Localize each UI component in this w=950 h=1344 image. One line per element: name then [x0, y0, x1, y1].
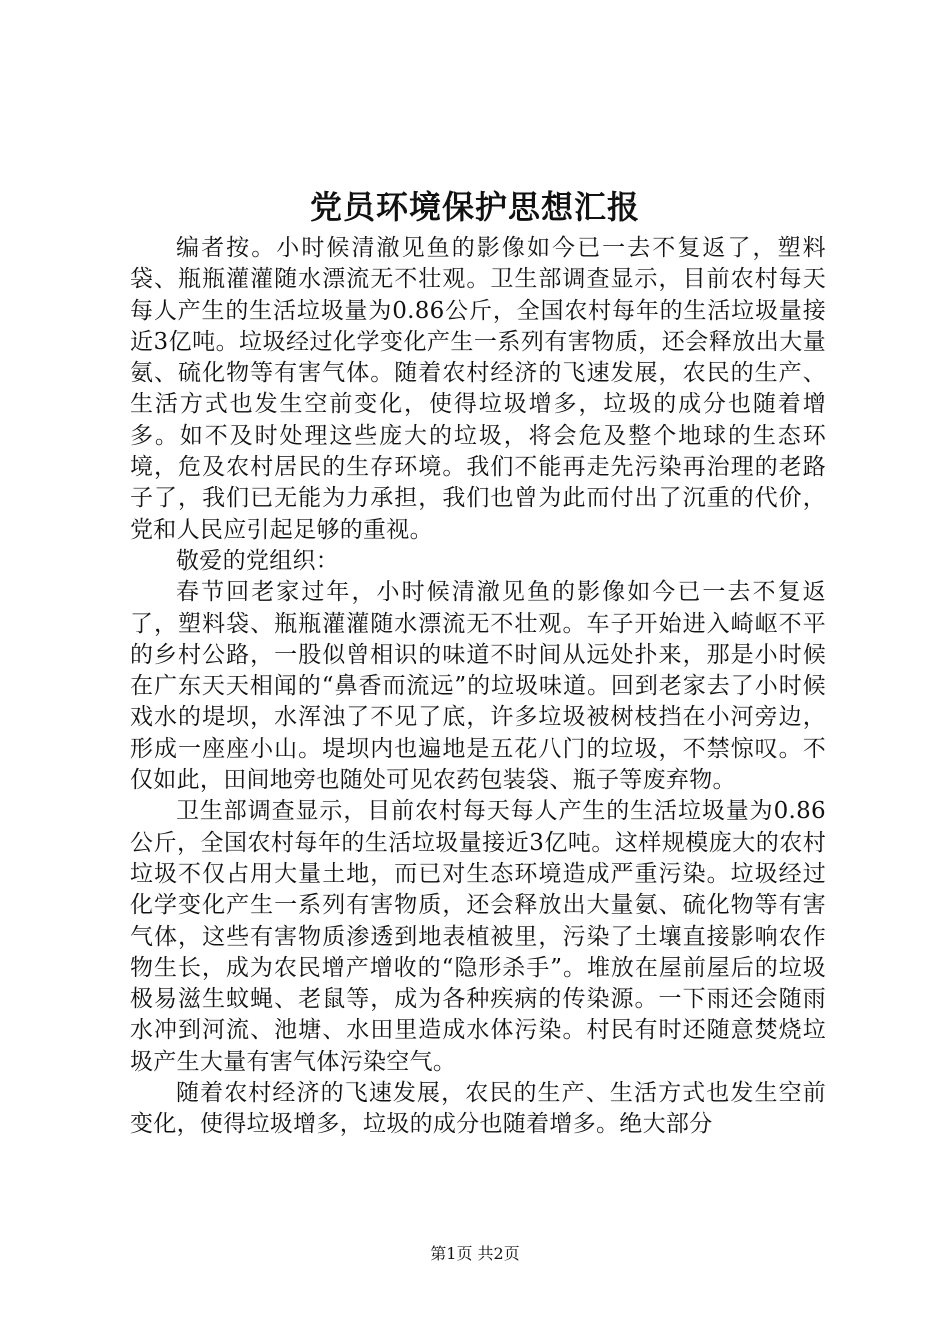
paragraph-spring-festival: 春节回老家过年，小时候清澈见鱼的影像如今已一去不复返了，塑料袋、瓶瓶灌灌随水漂流无不壮观。车子开始进入崎岖不平的乡村公路，一股似曾相识的味道不时间从远处扑来，那是小时候在广东天天相闻的“鼻香而流远”的垃圾味道。回到老家去了小时候戏水的堤坝，水浑浊了不见了底，许多垃圾被树枝挡在小河旁边，形成一座座小山。堤坝内也遍地是五花八门的垃圾，不禁惊叹。不仅如此，田间地旁也随处可见农药包装袋、瓶子等废弃物。: [130, 579, 826, 794]
document-body: [130, 233, 826, 1141]
paragraph-health-survey: 卫生部调查显示，目前农村每天每人产生的生活垃圾量为0.86公斤，全国农村每年的生活垃圾量接近3亿吨。这样规模庞大的农村垃圾不仅占用大量土地，而已对生态环境造成严重污染。垃圾经过化学变化产生一系列有害物质，还会释放出大量氨、硫化物等有害气体，这些有害物质渗透到地表植被里，污染了土壤直接影响农作物生长，成为农民增产增收的“隐形杀手”。堆放在屋前屋后的垃圾极易滋生蚊蝇、老鼠等，成为各种疾病的传染源。一下雨还会随雨水冲到河流、池塘、水田里造成水体污染。村民有时还随意焚烧垃圾产生大量有害气体污染空气。: [130, 798, 826, 1075]
document-title: 党员环境保护思想汇报: [309, 188, 640, 226]
page-number-footer: 第1页 共2页: [430, 1244, 520, 1263]
paragraph-editor-note: 编者按。小时候清澈见鱼的影像如今已一去不复返了，塑料袋、瓶瓶灌灌随水漂流无不壮观。卫生部调查显示，目前农村每天每人产生的生活垃圾量为0.86公斤，全国农村每年的生活垃圾量接近3亿吨。垃圾经过化学变化产生一系列有害物质，还会释放出大量氨、硫化物等有害气体。随着农村经济的飞速发展，农民的生产、生活方式也发生空前变化，使得垃圾增多，垃圾的成分也随着增多。如不及时处理这些庞大的垃圾，将会危及整个地球的生态环境，危及农村居民的生存环境。我们不能再走先污染再治理的老路子了，我们已无能为力承担，我们也曾为此而付出了沉重的代价，党和人民应引起足够的重视。: [130, 235, 826, 543]
paragraph-salutation: 敬爱的党组织：: [176, 547, 340, 574]
paragraph-rural-development: 随着农村经济的飞速发展，农民的生产、生活方式也发生空前变化，使得垃圾增多，垃圾的成分也随着增多。绝大部分: [130, 1080, 826, 1138]
